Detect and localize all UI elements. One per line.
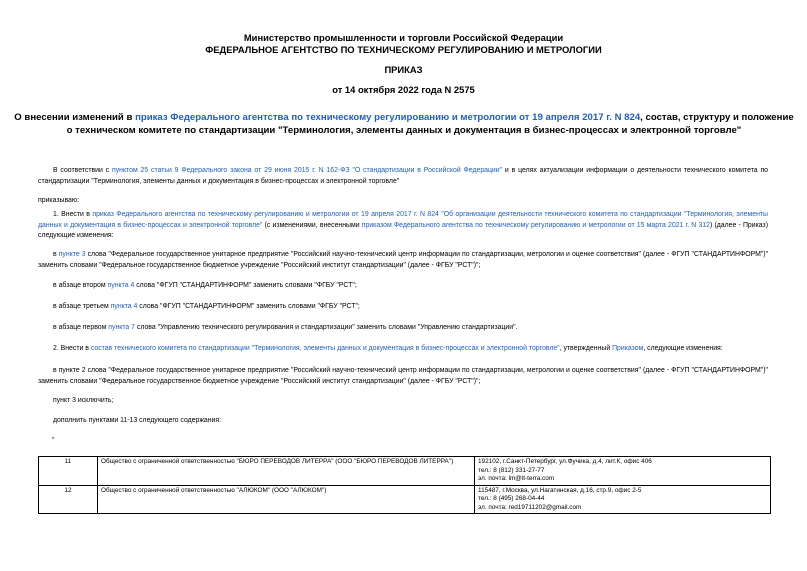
row-number: 11 <box>39 457 98 486</box>
committee-members-table <box>38 456 771 514</box>
paragraph-point-7 <box>38 323 768 334</box>
document-date: от 14 октября 2022 года N 2575 <box>332 84 475 95</box>
paragraph-text: в абзаце первом <box>53 324 109 331</box>
paragraph-point-3 <box>38 250 768 271</box>
paragraph-text: , следующие изменения: <box>643 345 723 352</box>
document-type: ПРИКАЗ <box>384 64 423 75</box>
paragraph-add-points: дополнить пунктами 11-13 следующего содержания: <box>53 417 222 424</box>
address: 115487, г.Москва, ул.Нагатинская, д.16, стр.9, офис 2-5 <box>478 486 642 494</box>
organization-contacts <box>475 457 771 486</box>
link-order-824-full[interactable]: приказ Федерального агентства по техническому регулированию и метрологии от 19 апреля 2017 г. N 824 "Об организации деятельности технического комитета по стандартизации "Терминология, элементы данных и документация в бизнес-процессах и электронной торговле" <box>38 211 769 229</box>
row-number: 12 <box>39 485 98 514</box>
paragraph-item-2 <box>38 344 768 355</box>
paragraph-text: и в целях актуализации информации о деятельности технического комитета по стандартизации "Терминология, элементы данных и документация в бизнес-процессах и электронной торговле" <box>38 167 769 185</box>
link-committee-composition[interactable]: состав технического комитета по стандартизации "Терминология, элементы данных и документация в бизнес-процессах и электронной торговле" <box>90 345 560 352</box>
paragraph-item-1 <box>38 210 768 242</box>
link-point-7[interactable]: пункта 7 <box>108 324 136 331</box>
agency-name: ФЕДЕРАЛЬНОЕ АГЕНТСТВО ПО ТЕХНИЧЕСКОМУ РЕГУЛИРОВАНИЮ И МЕТРОЛОГИИ <box>205 44 602 55</box>
paragraph-text: в <box>53 251 59 258</box>
paragraph-order-word: приказываю: <box>38 197 79 204</box>
organization-contacts <box>475 485 771 514</box>
table-row <box>39 457 771 486</box>
paragraph-text: слова "ФГУП "СТАНДАРТИНФОРМ" заменить словами "ФГБУ "РСТ"; <box>134 282 357 289</box>
paragraph-text: , утвержденный <box>559 345 613 352</box>
paragraph-point-3-remove: пункт 3 исключить; <box>53 397 114 404</box>
phone: тел.: 8 (495) 268-04-44 <box>478 495 545 502</box>
organization-name: Общество с ограниченной ответственностью "БЮРО ПЕРЕВОДОВ ЛИТЕРРА" (ООО "БЮРО ПЕРЕВОДОВ ЛИТЕРРА") <box>98 457 475 486</box>
title-prefix: О внесении изменений в <box>14 112 136 123</box>
paragraph-text: слова "Управлению технического регулирования и стандартизации" заменить словами "Управлению стандартизации". <box>135 324 518 331</box>
paragraph-point-4-second <box>38 281 768 292</box>
paragraph-text: слова "Федеральное государственное унитарное предприятие "Российский научно-технический центр информации по стандартизации, метрологии и оценке соответствия" (далее - ФГУП "СТАНДАРТИНФОРМ")" заменить словами "Федеральное государственное бюджетное учреждение "Российский институт стандартизации" (далее - ФГБУ "РСТ")"; <box>38 251 769 269</box>
paragraph-point-2: в пункте 2 слова "Федеральное государственное унитарное предприятие "Российский научно-технический центр информации по стандартизации, метрологии и оценке соответствия" (далее - ФГУП "СТАНДАРТИНФОРМ")" заменить словами "Федеральное государственное бюджетное учреждение "Российский институт стандартизации" (далее - ФГБУ "РСТ")"; <box>38 367 768 385</box>
paragraph-text: в абзаце третьем <box>53 303 111 310</box>
paragraph-basis <box>38 166 768 187</box>
document-title <box>14 111 794 137</box>
paragraph-text: в абзаце втором <box>53 282 108 289</box>
title-link-order-824[interactable]: приказ Федерального агентства по техническому регулированию и метрологии от 19 апреля 2017 г. N 824 <box>135 112 641 123</box>
link-order[interactable]: Приказом <box>612 345 644 352</box>
paragraph-text: ) (далее - Приказ) следующие изменения: <box>38 221 768 239</box>
table-row <box>39 485 771 514</box>
paragraph-text: 2. Внести в <box>53 345 91 352</box>
paragraph-text: (с изменениями, внесенными <box>262 221 362 229</box>
paragraph-text: 1. Внести в <box>53 211 93 218</box>
paragraph-point-4-third <box>38 302 768 313</box>
paragraph-text: слова "ФГУП "СТАНДАРТИНФОРМ" заменить словами "ФГБУ "РСТ"; <box>137 303 360 310</box>
organization-name: Общество с ограниченной ответственностью "АЛЮКОМ" (ООО "АЛЮКОМ") <box>98 485 475 514</box>
opening-quote: " <box>52 437 55 444</box>
email: эл. почта: lm@lt-terra.com <box>478 475 555 482</box>
paragraph-text: В соответствии с <box>53 167 112 174</box>
phone: тел.: 8 (812) 331-27-77 <box>478 466 545 474</box>
ministry-name: Министерство промышленности и торговли Российской Федерации <box>243 32 564 43</box>
link-federal-law-162[interactable]: пунктом 25 статьи 9 Федерального закона от 29 июня 2015 г. N 162-ФЗ "О стандартизации в Российской Федерации" <box>111 167 503 174</box>
link-point-4[interactable]: пункта 4 <box>107 282 135 289</box>
link-point-3[interactable]: пункте 3 <box>58 251 86 258</box>
email: эл. почта: red19711202@gmail.com <box>478 503 582 511</box>
link-order-312[interactable]: приказом Федерального агентства по техническому регулированию и метрологии от 15 марта 2021 г. N 312 <box>361 221 710 229</box>
address: 192102, г.Санкт-Петербург, ул.Фучика, д.4, лит.К, офис 406 <box>478 458 652 465</box>
title-rest: , состав, структуру и положение о техническом комитете по стандартизации "Терминология, элементы данных и документация в бизнес-процессах и электронной торговле" <box>66 112 794 136</box>
link-point-4[interactable]: пункта 4 <box>110 303 138 310</box>
